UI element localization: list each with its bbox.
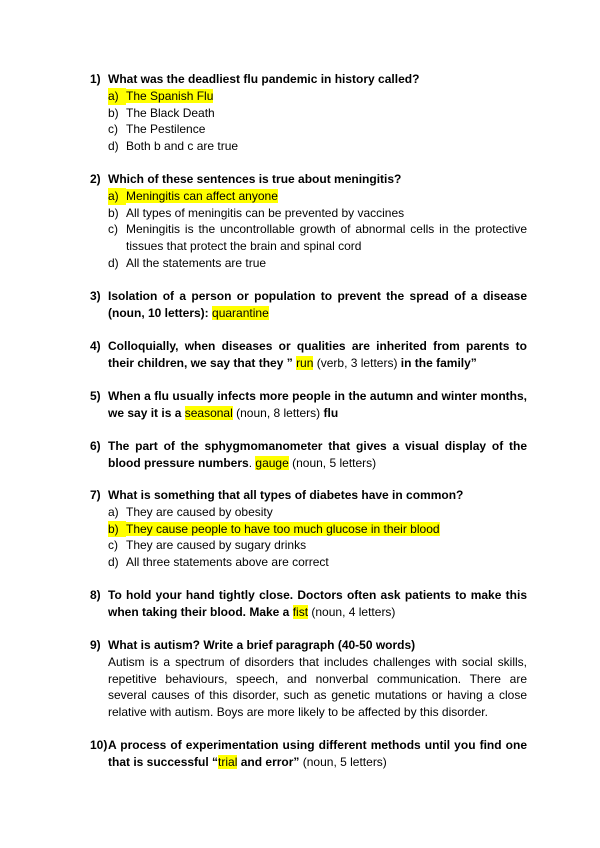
question-4 [90,338,527,372]
question-number: 7) [90,488,101,502]
question-number: 3) [90,289,101,303]
question-number: 10) [90,738,108,752]
question-text: The part of the sphygmomanometer that gives a visual display of the blood pressure numbers. gauge (noun, 5 letters) [108,439,527,470]
question-text: A process of experimentation using different methods until you find one that is successful “trial and error” (noun, 5 letters) [108,738,527,769]
question-3 [90,288,527,322]
answer-paragraph: Autism is a spectrum of disorders that includes challenges with social skills, repetitive behaviours, speech, and nonverbal communication. There are several causes of this disorder, such as genetic mutations or having a close relative with autism. Boys are more likely to be affected by this disorder. [108,654,527,720]
answer-highlight: quarantine [212,305,269,320]
question-2 [90,171,527,272]
options-list [108,88,527,155]
correct-option: They cause people to have too much glucose in their blood [126,521,440,536]
answer-highlight: seasonal [184,405,233,420]
option: c) The Pestilence [108,122,206,137]
answer-highlight: gauge [255,455,289,470]
question-text: When a flu usually infects more people in the autumn and winter months, we say it is a seasonal (noun, 8 letters) flu [108,389,527,420]
question-8 [90,587,527,621]
option: b) They cause people to have too much glucose in their blood [108,521,440,536]
answer-hint: (noun, 5 letters) [292,455,377,470]
question-number: 8) [90,588,101,602]
question-9 [90,637,527,721]
question-5 [90,388,527,422]
question-text: What was the deadliest flu pandemic in history called? [108,72,420,86]
question-number: 5) [90,389,101,403]
options-list [108,504,527,571]
option: a) The Spanish Flu [108,88,214,103]
correct-option: The Spanish Flu [126,88,214,103]
question-number: 2) [90,172,101,186]
question-text: Isolation of a person or population to prevent the spread of a disease (noun, 10 letters): quarantine [108,289,527,320]
question-7 [90,487,527,571]
option: d) Both b and c are true [108,139,239,154]
options-list [108,188,527,272]
question-text: Which of these sentences is true about meningitis? [108,172,402,186]
question-number: 4) [90,339,101,353]
option: c) Meningitis is the uncontrollable growth of abnormal cells in the protective tissues that protect the brain and spinal cord [108,222,527,254]
question-text: To hold your hand tightly close. Doctors often ask patients to make this when taking their blood. Make a fist (noun, 4 letters) [108,588,527,619]
question-1 [90,71,527,155]
question-6 [90,438,527,472]
question-10 [90,737,527,771]
option: d) All the statements are true [108,255,267,270]
option: a) Meningitis can affect anyone [108,188,278,203]
correct-option: Meningitis can affect anyone [126,188,278,203]
question-number: 9) [90,638,101,652]
question-text: What is autism? Write a brief paragraph (40-50 words) [108,638,416,652]
option: d) All three statements above are correct [108,555,329,570]
answer-highlight: fist [292,604,309,619]
option: b) All types of meningitis can be prevented by vaccines [108,205,405,220]
option: a) They are caused by obesity [108,504,273,519]
answer-highlight: trial [218,754,238,769]
option: b) The Black Death [108,105,215,120]
question-number: 1) [90,72,101,86]
question-text: Colloquially, when diseases or qualities are inherited from parents to their children, we say that they ” run (verb, 3 letters) in the family” [108,339,527,370]
answer-hint: (noun, 8 letters) [236,405,321,420]
answer-highlight: run [296,355,314,370]
question-number: 6) [90,439,101,453]
option: c) They are caused by sugary drinks [108,538,307,553]
question-text: What is something that all types of diabetes have in common? [108,488,464,502]
answer-hint: (noun, 5 letters) [302,754,387,769]
answer-hint: (verb, 3 letters) [316,355,398,370]
answer-hint: (noun, 4 letters) [311,604,396,619]
